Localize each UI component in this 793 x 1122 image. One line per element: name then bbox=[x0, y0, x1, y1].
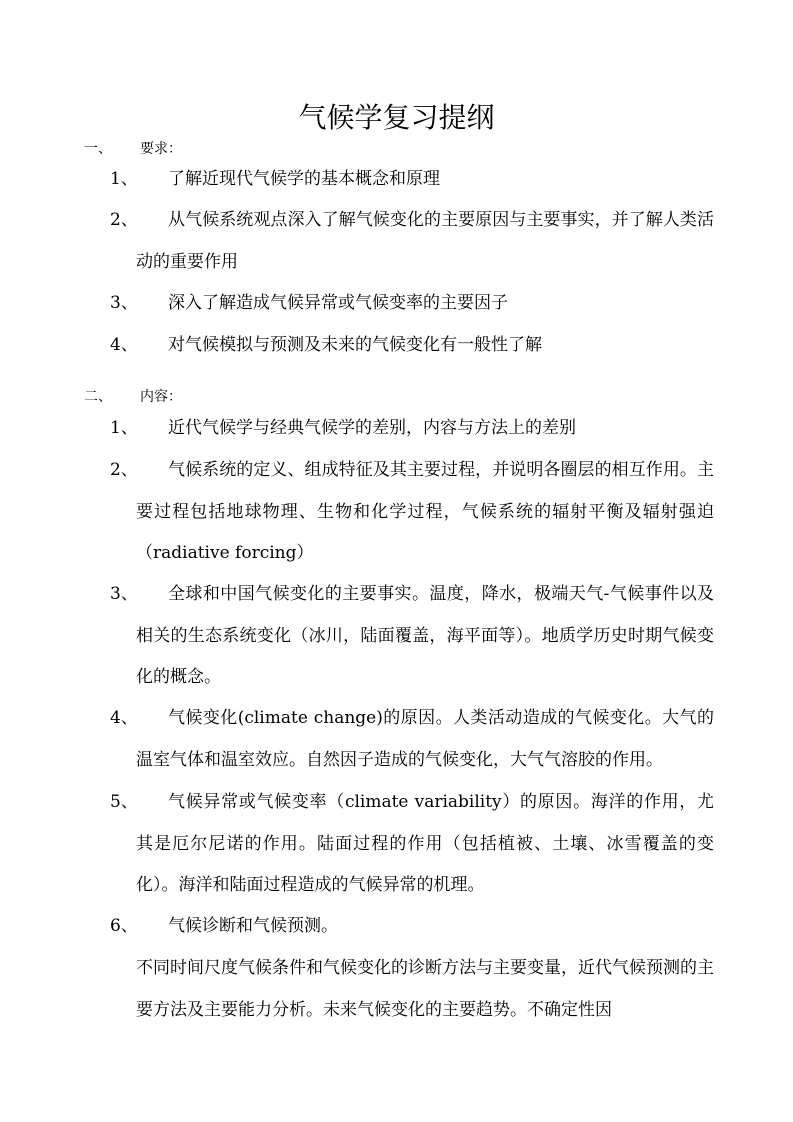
item-text: 了解近现代气候学的基本概念和原理 bbox=[168, 169, 440, 189]
section-heading-requirements bbox=[84, 139, 182, 159]
section-title: 内容： bbox=[140, 389, 182, 405]
item-number: 4、 bbox=[110, 708, 138, 728]
item-text: 气候诊断和气候预测。 bbox=[168, 916, 338, 936]
section-number: 一、 bbox=[84, 141, 112, 157]
item-number: 4、 bbox=[110, 335, 138, 355]
item-text: 气候变化(climate change)的原因。人类活动造成的气候变化。大气的温室气体和温室效应。自然因子造成的气候变化，大气气溶胶的作用。 bbox=[136, 708, 714, 770]
item-number: 1、 bbox=[110, 169, 138, 189]
document-title: 气候学复习提纲 bbox=[298, 101, 495, 134]
item-number: 2、 bbox=[110, 210, 138, 230]
section-number: 二、 bbox=[84, 389, 112, 405]
item-number: 6、 bbox=[110, 916, 138, 936]
item-number: 2、 bbox=[110, 460, 138, 480]
item-text: 深入了解造成气候异常或气候变率的主要因子 bbox=[168, 293, 508, 313]
item-text: 全球和中国气候变化的主要事实。温度，降水，极端天气-气候事件以及相关的生态系统变化（冰川，陆面覆盖，海平面等）。地质学历史时期气候变化的概念。 bbox=[136, 584, 714, 687]
item-text: 从气候系统观点深入了解气候变化的主要原因与主要事实，并了解人类活动的重要作用 bbox=[136, 210, 714, 272]
item-number: 3、 bbox=[110, 584, 138, 604]
item-text: 气候系统的定义、组成特征及其主要过程，并说明各圈层的相互作用。主要过程包括地球物理、生物和化学过程，气候系统的辐射平衡及辐射强迫（radiative forcing） bbox=[136, 460, 714, 563]
section-title: 要求： bbox=[140, 141, 182, 157]
item-text: 近代气候学与经典气候学的差别，内容与方法上的差别 bbox=[168, 418, 576, 438]
section-heading-content bbox=[84, 387, 182, 407]
item-number: 5、 bbox=[110, 792, 138, 812]
item-text: 气候异常或气候变率（climate variability）的原因。海洋的作用，尤其是厄尔尼诺的作用。陆面过程的作用（包括植被、土壤、冰雪覆盖的变化）。海洋和陆面过程造成的气候异常的机理。 bbox=[136, 792, 714, 895]
continuation-paragraph: 不同时间尺度气候条件和气候变化的诊断方法与主要变量，近代气候预测的主要方法及主要能力分析。未来气候变化的主要趋势。不确定性因 bbox=[136, 958, 714, 1020]
item-number: 3、 bbox=[110, 293, 138, 313]
item-text: 对气候模拟与预测及未来的气候变化有一般性了解 bbox=[168, 335, 542, 355]
item-number: 1、 bbox=[110, 418, 138, 438]
